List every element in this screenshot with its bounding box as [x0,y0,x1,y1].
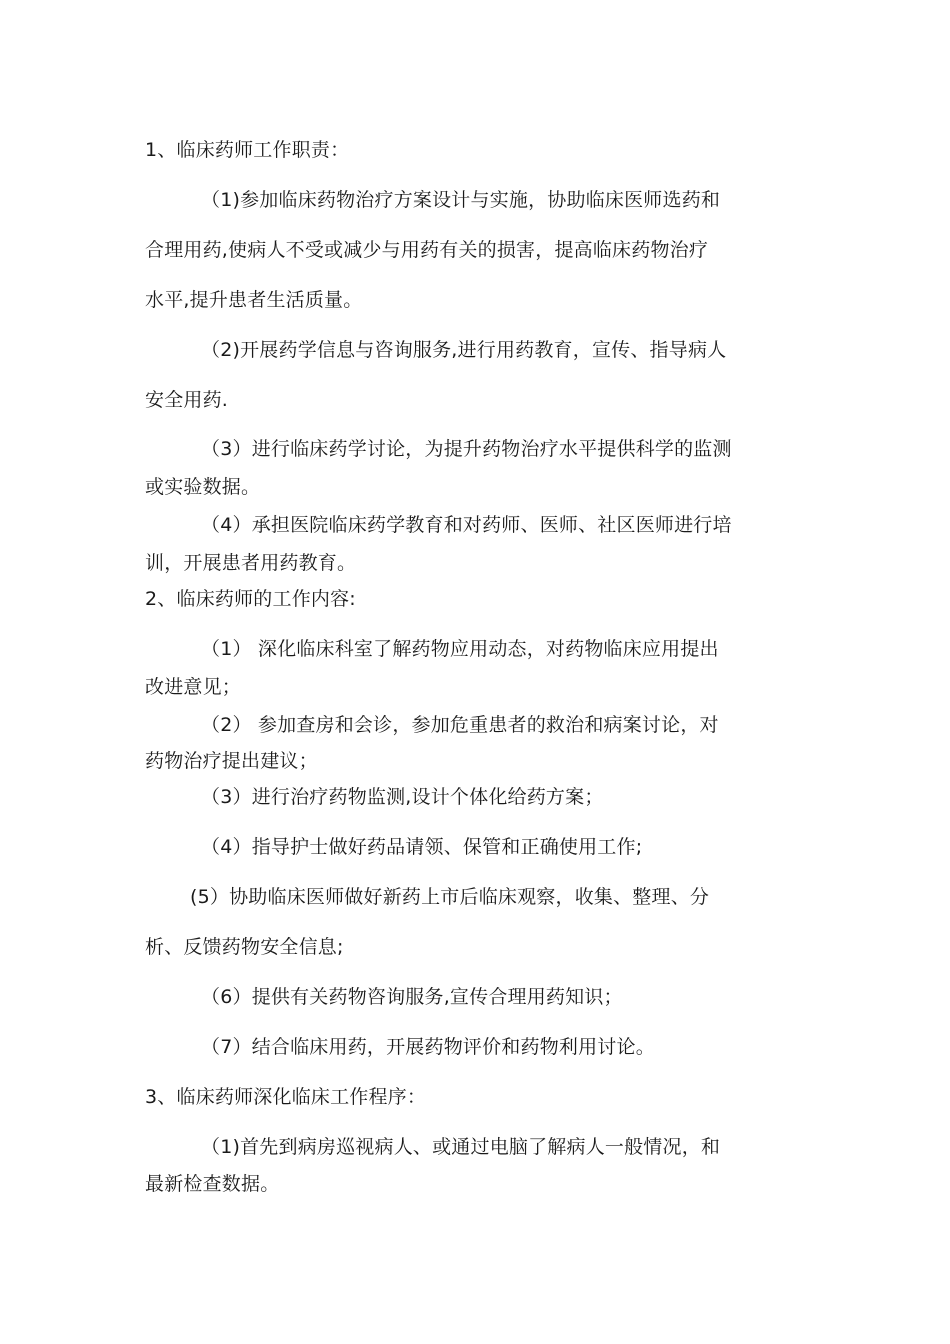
paragraph-line: 训，开展患者用药教育。 [145,552,357,574]
section-1-heading: 1、临床药师工作职责： [145,139,350,161]
paragraph-line: （1） 深化临床科室了解药物应用动态，对药物临床应用提出 [201,638,719,660]
paragraph-line: （2)开展药学信息与咨询服务,进行用药教育，宣传、指导病人 [201,339,727,361]
paragraph-line: 改进意见； [145,676,242,698]
paragraph-line: 合理用药,使病人不受或减少与用药有关的损害，提高临床药物治疗 [145,239,709,261]
paragraph-line: (5）协助临床医师做好新药上市后临床观察，收集、整理、分 [190,886,710,908]
paragraph-line: （3）进行治疗药物监测,设计个体化给药方案； [201,786,604,808]
paragraph-line: 析、反馈药物安全信息; [145,936,344,958]
paragraph-line: （7）结合临床用药，开展药物评价和药物利用讨论。 [201,1036,655,1058]
paragraph-line: 最新检查数据。 [145,1173,280,1195]
paragraph-line: （6）提供有关药物咨询服务,宣传合理用药知识； [201,986,623,1008]
paragraph-line: 水平,提升患者生活质量。 [145,289,363,311]
section-2-heading: 2、临床药师的工作内容: [145,588,356,610]
paragraph-line: （1)首先到病房巡视病人、或通过电脑了解病人一般情况，和 [201,1136,721,1158]
paragraph-line: （2） 参加查房和会诊，参加危重患者的救治和病案讨论，对 [201,714,719,736]
paragraph-line: （4）指导护士做好药品请领、保管和正确使用工作; [201,836,643,858]
paragraph-line: 或实验数据。 [145,476,261,498]
section-3-heading: 3、临床药师深化临床工作程序： [145,1086,427,1108]
paragraph-line: （1)参加临床药物治疗方案设计与实施，协助临床医师选药和 [201,189,721,211]
paragraph-line: 安全用药. [145,389,229,411]
paragraph-line: 药物治疗提出建议； [145,750,318,772]
paragraph-line: （4）承担医院临床药学教育和对药师、医师、社区医师进行培 [201,514,732,536]
paragraph-line: （3）进行临床药学讨论，为提升药物治疗水平提供科学的监测 [201,438,732,460]
